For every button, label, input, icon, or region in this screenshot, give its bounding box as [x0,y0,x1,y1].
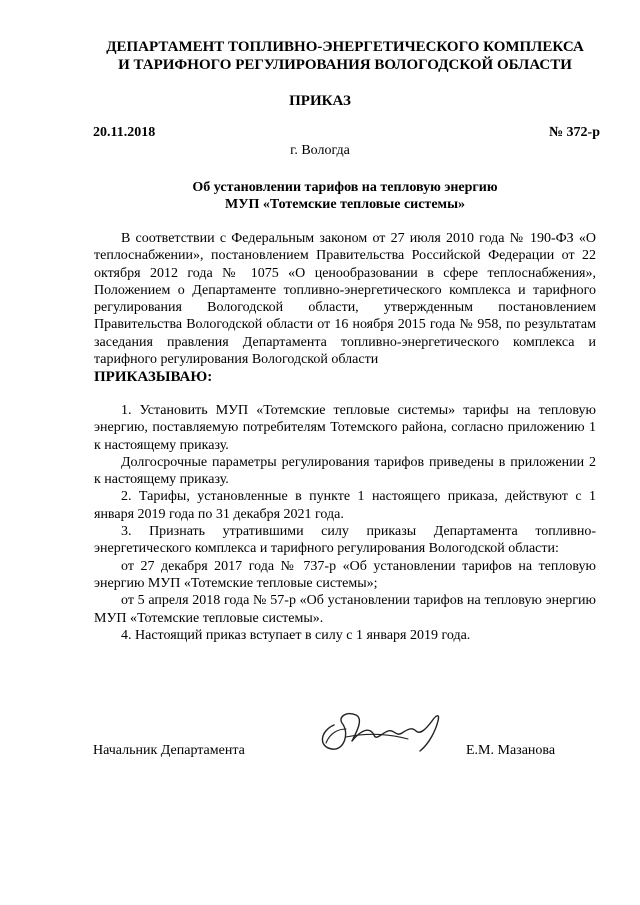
subject-line-2: МУП «Тотемские тепловые системы» [224,197,465,212]
order-item: от 27 декабря 2017 года № 737-р «Об установлении тарифов на тепловую энергию МУП «Тотемские тепловые системы»; [94,558,596,591]
order-item: от 5 апреля 2018 года № 57-р «Об установлении тарифов на тепловую энергию МУП «Тотемские тепловые системы». [94,593,596,626]
city: г. Вологда [290,143,350,158]
doc-type-title: ПРИКАЗ [289,93,351,109]
department-line-1: ДЕПАРТАМЕНТ ТОПЛИВНО-ЭНЕРГЕТИЧЕСКОГО КОМПЛЕКСА [106,39,584,55]
signatory-role: Начальник Департамента [93,743,245,758]
order-item: 2. Тарифы, установленные в пункте 1 настоящего приказа, действуют с 1 января 2019 года по 31 декабря 2021 года. [94,489,596,522]
order-word: ПРИКАЗЫВАЮ: [94,369,213,385]
department-header [60,38,630,74]
order-number: № 372-р [548,125,600,140]
subject-line-1: Об установлении тарифов на тепловую энергию [192,180,498,195]
order-item: 1. Установить МУП «Тотемские тепловые системы» тарифы на тепловую энергию, поставляемую потребителям Тотемского района, согласно приложению 1 к настоящему приказу. [94,403,596,453]
signatory-name: Е.М. Мазанова [466,743,556,758]
order-subject [100,179,590,213]
order-items [94,402,596,644]
order-item: 3. Признать утратившими силу приказы Департамента топливно-энергетического комплекса и тарифного регулирования Вологодской области: [94,524,596,557]
preamble [94,230,596,368]
preamble-text: В соответствии с Федеральным законом от 27 июля 2010 года № 190-ФЗ «О теплоснабжении», постановлением Правительства Российской Федерации от 22 октября 2012 года № 1075 «О ценообразовании в сфере теплоснабжения», Положением о Департаменте топливно-энергетического комплекса и тарифного регулирования Вологодской области, утвержденным постановлением Правительства Вологодской области от 16 ноября 2015 года № 958, по результатам заседания правления Департамента топливно-энергетического комплекса и тарифного регулирования Вологодской области [94,231,596,368]
handwritten-signature [316,703,446,763]
order-date: 20.11.2018 [93,125,156,140]
order-item: Долгосрочные параметры регулирования тарифов приведены в приложении 2 к настоящему приказу. [94,454,596,488]
department-line-2: И ТАРИФНОГО РЕГУЛИРОВАНИЯ ВОЛОГОДСКОЙ ОБЛАСТИ [118,57,572,73]
order-item: 4. Настоящий приказ вступает в силу с 1 января 2019 года. [121,627,471,643]
